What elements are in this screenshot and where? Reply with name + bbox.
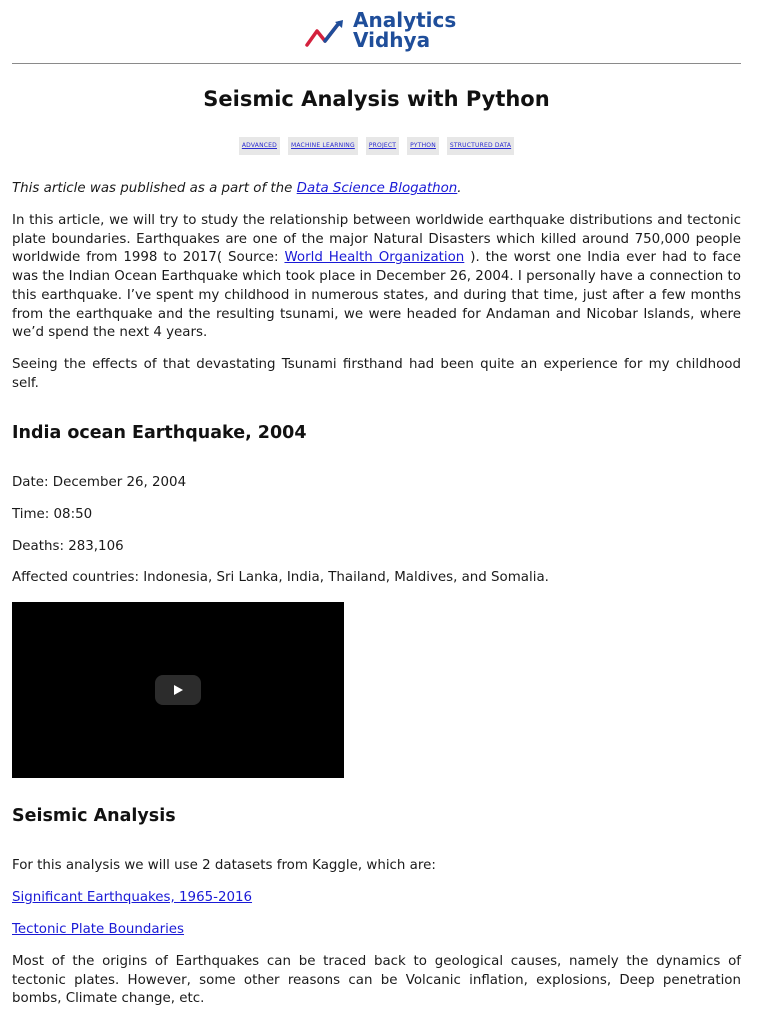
tag-python[interactable]: PYTHON	[407, 137, 439, 155]
intro-text-1: In this article, we will try to study the relationship between worldwide earthquake distributions and tectonic plate boundaries. Earthquakes are one of the major Natural Disasters which killed around 750,000 people worldwide from 1998 to 2017( Source:	[12, 213, 741, 266]
intro-text-2: ). the worst one India ever had to face was the Indian Ocean Earthquake which took place in December 26, 2004. I personally have a connection to this earthquake. I’ve spent my childhood in numerous states, and during that time, just after a few months from the earthquake and the resulting tsunami, we were headed for Andaman and Nicobar Islands, where we’d spend the next 4 years.	[12, 250, 742, 341]
tag-project[interactable]: PROJECT	[366, 137, 399, 155]
fact-deaths: Deaths: 283,106	[12, 539, 124, 554]
blogathon-suffix: .	[457, 181, 462, 196]
tag-advanced[interactable]: ADVANCED	[239, 137, 280, 155]
fact-time: Time: 08:50	[12, 507, 93, 522]
blogathon-note	[12, 180, 741, 199]
header-divider	[12, 63, 741, 64]
logo-line1: Analytics	[353, 8, 457, 32]
logo-mark-icon	[305, 19, 349, 51]
dataset-link-earthquakes[interactable]: Significant Earthquakes, 1965-2016	[12, 890, 253, 905]
article-title: Seismic Analysis with Python	[203, 87, 550, 111]
play-icon	[172, 684, 184, 696]
dataset-link-plates[interactable]: Tectonic Plate Boundaries	[12, 922, 185, 937]
logo-line2: Vidhya	[353, 28, 431, 52]
fact-countries: Affected countries: Indonesia, Sri Lanka, India, Thailand, Maldives, and Somalia.	[12, 570, 549, 585]
tsunami-paragraph: Seeing the effects of that devastating Tsunami firsthand had been quite an experience for my childhood self.	[12, 357, 741, 391]
dataset-item-earthquakes	[12, 889, 741, 908]
video-player[interactable]	[12, 602, 344, 778]
blogathon-prefix: This article was published as a part of the	[12, 181, 297, 196]
site-logo[interactable]	[295, 9, 475, 57]
play-button[interactable]	[155, 675, 201, 705]
tag-list	[12, 137, 741, 155]
tag-machine-learning[interactable]: MACHINE LEARNING	[288, 137, 358, 155]
blogathon-link[interactable]: Data Science Blogathon	[296, 181, 458, 196]
tag-structured-data[interactable]: STRUCTURED DATA	[447, 137, 514, 155]
origins-paragraph: Most of the origins of Earthquakes can be traced back to geological causes, namely the dynamics of tectonic plates. However, some other reasons can be Volcanic inflation, explosions, Deep penetration bombs, Climate change, etc.	[12, 954, 741, 1007]
section-heading-seismic: Seismic Analysis	[12, 806, 176, 826]
who-link[interactable]: World Health Organization	[284, 250, 465, 266]
datasets-intro: For this analysis we will use 2 datasets from Kaggle, which are:	[12, 858, 436, 873]
dataset-item-plates	[12, 921, 741, 940]
section-heading-earthquake: India ocean Earthquake, 2004	[12, 423, 307, 443]
logo-text	[353, 10, 456, 50]
intro-paragraph	[12, 212, 741, 343]
fact-date: Date: December 26, 2004	[12, 475, 187, 490]
